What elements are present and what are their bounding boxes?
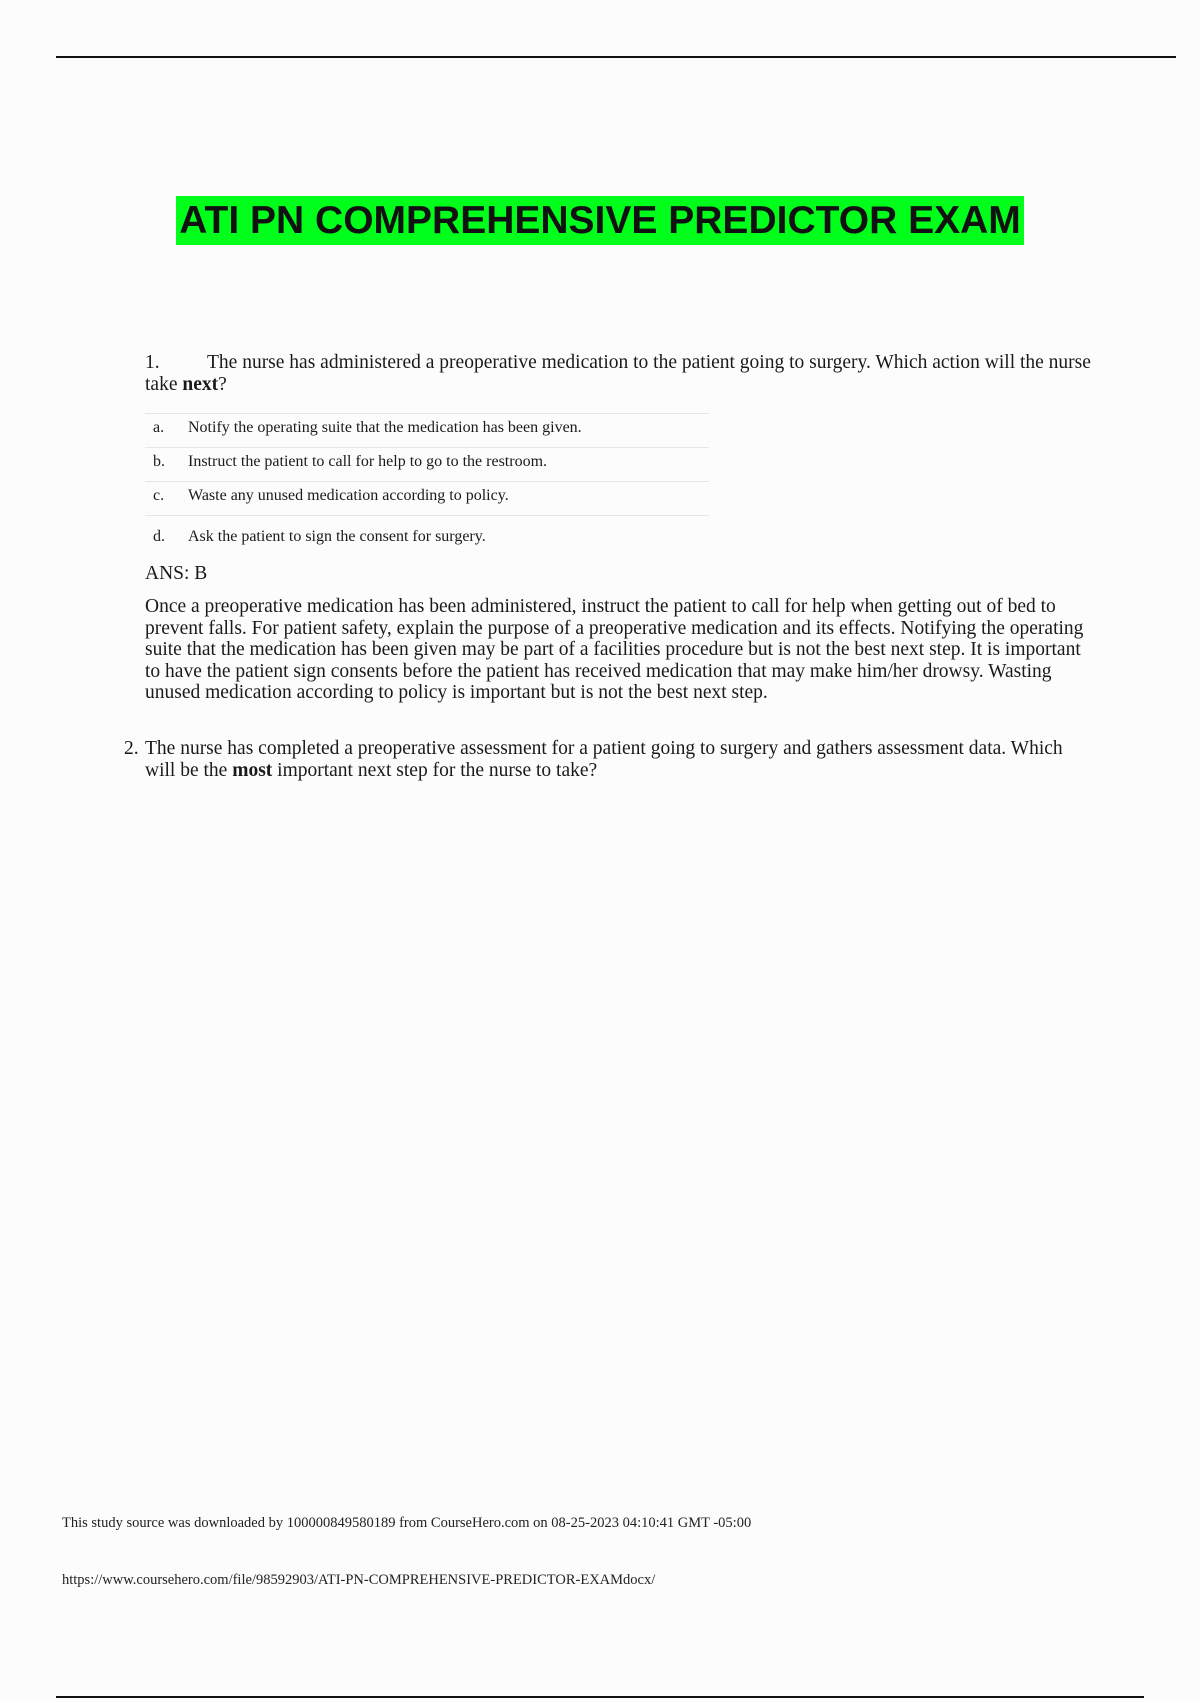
source-url[interactable]: https://www.coursehero.com/file/98592903/ATI-PN-COMPREHENSIVE-PREDICTOR-EXAMdocx/: [62, 1572, 656, 1588]
option-letter: d.: [153, 528, 165, 545]
option-text: Ask the patient to sign the consent for surgery.: [188, 528, 486, 545]
answer-key: ANS: B: [145, 563, 208, 584]
top-rule: [56, 56, 1176, 58]
option-letter: b.: [153, 453, 165, 470]
question-2-body: [145, 738, 1065, 782]
download-note: This study source was downloaded by 100000849580189 from CourseHero.com on 08-25-2023 04:10:41 GMT -05:00: [62, 1515, 752, 1531]
question-2-text: The nurse has completed a preoperative assessment for a patient going to surgery and gathers assessment data. Which will be the: [145, 738, 1063, 781]
option-a: [145, 413, 709, 447]
title-container: [0, 196, 1200, 245]
option-letter: c.: [153, 487, 165, 504]
question-1-emphasis: next: [182, 374, 219, 395]
question-1-number: 1.: [145, 352, 160, 373]
option-text: Instruct the patient to call for help to go to the restroom.: [188, 453, 548, 470]
answer-rationale: Once a preoperative medication has been administered, instruct the patient to call for help when getting out of bed to prevent falls. For patient safety, explain the purpose of a preoperative medication and its effects. Notifying the operating suite that the medication has been given may be part of a facilities procedure but is not the best next step. It is important to have the patient sign consents before the patient has received medication that may make him/her drowsy. Wasting unused medication according to policy is important but is not the best next step.: [145, 596, 1084, 703]
option-text: Waste any unused medication according to policy.: [188, 487, 509, 504]
option-c: [145, 481, 709, 515]
question-2-text-end: important next step for the nurse to take?: [272, 760, 598, 781]
document-title: ATI PN COMPREHENSIVE PREDICTOR EXAM: [176, 196, 1024, 245]
question-2: [124, 738, 1084, 782]
question-1-text-end: ?: [218, 374, 227, 395]
question-1-text: The nurse has administered a preoperative medication to the patient going to surgery. Which action will the nurse take: [145, 352, 1091, 395]
question-1: [145, 352, 1091, 396]
question-2-number: 2.: [124, 738, 139, 759]
question-1-options: [145, 413, 709, 554]
option-letter: a.: [153, 419, 165, 436]
option-b: [145, 447, 709, 481]
option-text: Notify the operating suite that the medication has been given.: [188, 419, 582, 436]
option-d: [145, 515, 709, 554]
bottom-rule: [56, 1696, 1144, 1698]
question-2-emphasis: most: [232, 760, 273, 781]
